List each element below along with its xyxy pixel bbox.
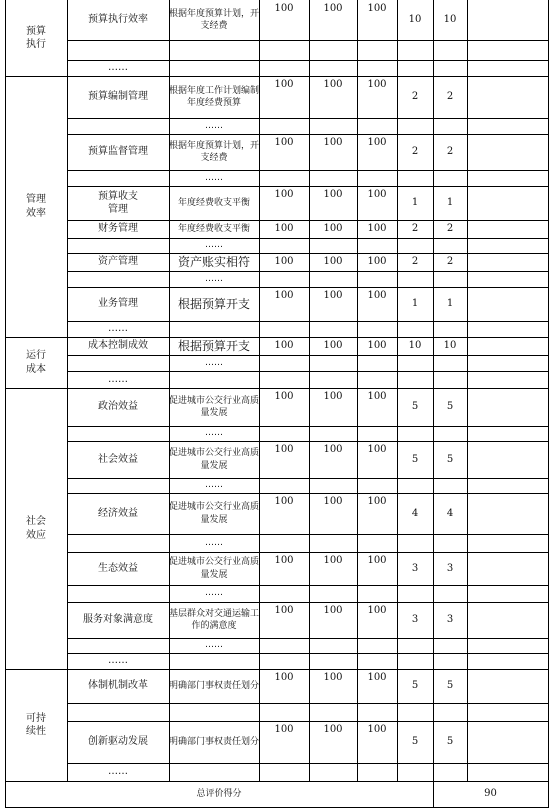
- target-cell: ……: [205, 480, 223, 491]
- score-cell: 1: [446, 197, 454, 209]
- score-cell: 5: [446, 736, 454, 748]
- indicator-cell: 预算监督管理: [88, 146, 148, 158]
- score-cell: 4: [446, 507, 454, 519]
- actual-value-cell: [357, 536, 397, 552]
- full-score-cell: [259, 273, 309, 287]
- score-cell: [433, 534, 467, 552]
- target-cell: ……: [205, 640, 223, 651]
- score-cell: 5: [446, 401, 454, 413]
- target-cell: [169, 371, 259, 388]
- score-cell: [433, 638, 467, 653]
- index-value-cell: [309, 536, 357, 552]
- full-score-cell: 100: [274, 444, 294, 455]
- full-score-cell: 100: [274, 605, 294, 616]
- weight-cell: 2: [411, 91, 419, 103]
- full-score-cell: [259, 655, 309, 669]
- index-value-cell: [309, 480, 357, 493]
- full-score-cell: 100: [274, 555, 294, 566]
- score-cell: 1: [446, 298, 454, 310]
- target-cell: 明确部门事权责任划分: [169, 680, 259, 691]
- indicator-cell: 社会效益: [98, 453, 138, 465]
- target-cell: [169, 60, 259, 76]
- table-border-bottom: [5, 807, 549, 808]
- target-cell: ……: [205, 357, 223, 368]
- category-label: 预算 执行: [26, 25, 46, 50]
- full-score-cell: 100: [274, 189, 294, 200]
- index-value-cell: [309, 357, 357, 371]
- weight-cell: 5: [411, 401, 419, 413]
- actual-value-cell: 100: [367, 256, 387, 267]
- actual-value-cell: 100: [367, 340, 387, 351]
- indicator-cell: [67, 638, 169, 653]
- full-score-cell: 100: [274, 137, 294, 148]
- full-score-cell: [259, 357, 309, 371]
- index-value-cell: [309, 172, 357, 186]
- index-value-cell: 100: [323, 290, 343, 301]
- indicator-cell: 生态效益: [98, 562, 138, 574]
- weight-cell: [397, 763, 433, 781]
- target-cell: ……: [205, 172, 223, 183]
- weight-cell: 3: [411, 562, 419, 574]
- indicator-cell: ……: [108, 62, 128, 74]
- target-cell: 资产账实相符: [177, 254, 250, 269]
- score-cell: [433, 238, 467, 253]
- indicator-cell: [67, 170, 169, 186]
- actual-value-cell: 100: [367, 189, 387, 200]
- table-border-right: [548, 0, 549, 808]
- indicator-cell: 成本控制成效: [88, 340, 148, 352]
- category-label: 管理 效率: [26, 194, 46, 219]
- actual-value-cell: [357, 373, 397, 388]
- index-value-cell: 100: [323, 672, 343, 683]
- full-score-cell: [259, 120, 309, 134]
- score-cell: 2: [446, 223, 454, 235]
- full-score-cell: [259, 705, 309, 721]
- indicator-cell: ……: [108, 323, 128, 335]
- indicator-cell: [67, 271, 169, 287]
- score-cell: 3: [446, 614, 454, 626]
- weight-cell: [397, 371, 433, 388]
- total-value: 90: [484, 788, 497, 800]
- indicator-cell: 业务管理: [98, 298, 138, 310]
- indicator-cell: 创新驱动发展: [88, 736, 148, 748]
- weight-cell: [397, 638, 433, 653]
- actual-value-cell: [357, 357, 397, 371]
- actual-value-cell: [357, 240, 397, 253]
- score-cell: 2: [446, 146, 454, 158]
- indicator-cell: 政治效益: [98, 401, 138, 413]
- target-cell: ……: [205, 273, 223, 284]
- indicator-cell: 预算收支 管理: [98, 190, 138, 215]
- target-cell: 年度经费收支平衡: [177, 223, 250, 234]
- full-score-cell: 100: [274, 724, 294, 735]
- actual-value-cell: [357, 587, 397, 602]
- weight-cell: [397, 170, 433, 186]
- score-cell: [433, 703, 467, 721]
- actual-value-cell: [357, 705, 397, 721]
- index-value-cell: [309, 705, 357, 721]
- weight-cell: 10: [408, 14, 422, 26]
- target-cell: 基层群众对交通运输工作的满意度: [169, 608, 259, 631]
- weight-cell: 2: [411, 256, 419, 268]
- weight-cell: [397, 271, 433, 287]
- indicator-cell: 预算执行效率: [88, 14, 148, 26]
- index-value-cell: [309, 120, 357, 134]
- weight-cell: [397, 60, 433, 76]
- indicator-cell: [67, 585, 169, 602]
- actual-value-cell: [357, 480, 397, 493]
- score-cell: [433, 585, 467, 602]
- index-value-cell: 100: [323, 79, 343, 90]
- index-value-cell: 100: [323, 340, 343, 351]
- score-cell: [433, 426, 467, 441]
- weight-cell: 10: [408, 340, 422, 352]
- target-cell: ……: [205, 240, 223, 251]
- full-score-cell: [259, 373, 309, 388]
- indicator-cell: 财务管理: [98, 223, 138, 235]
- full-score-cell: 100: [274, 672, 294, 683]
- weight-cell: 2: [411, 223, 419, 235]
- actual-value-cell: [357, 323, 397, 337]
- full-score-cell: [259, 480, 309, 493]
- indicator-cell: 资产管理: [98, 256, 138, 268]
- weight-cell: [397, 118, 433, 134]
- target-cell: 根据预算开支: [177, 338, 250, 353]
- weight-cell: [397, 40, 433, 60]
- target-cell: 根据年度预算计划，开支经费: [169, 8, 259, 31]
- weight-cell: [397, 355, 433, 371]
- score-cell: 3: [446, 562, 454, 574]
- target-cell: 明确部门事权责任划分: [169, 736, 259, 747]
- target-cell: ……: [205, 588, 223, 599]
- index-value-cell: 100: [323, 391, 343, 402]
- category-label: 运行 成本: [26, 350, 46, 375]
- actual-value-cell: 100: [367, 391, 387, 402]
- score-cell: [433, 60, 467, 76]
- score-cell: 5: [446, 680, 454, 692]
- score-cell: [433, 118, 467, 134]
- actual-value-cell: 100: [367, 496, 387, 507]
- weight-cell: 1: [411, 298, 419, 310]
- score-cell: 5: [446, 453, 454, 465]
- score-cell: [433, 40, 467, 60]
- full-score-cell: 100: [274, 223, 294, 234]
- actual-value-cell: 100: [367, 724, 387, 735]
- weight-cell: 5: [411, 736, 419, 748]
- full-score-cell: 100: [274, 391, 294, 402]
- actual-value-cell: [357, 273, 397, 287]
- full-score-cell: [259, 323, 309, 337]
- indicator-cell: 预算编制管理: [88, 91, 148, 103]
- category-label: 可持 续性: [26, 712, 46, 737]
- weight-cell: [397, 238, 433, 253]
- index-value-cell: [309, 273, 357, 287]
- indicator-cell: [67, 40, 169, 60]
- index-value-cell: [309, 240, 357, 253]
- actual-value-cell: 100: [367, 444, 387, 455]
- full-score-cell: 100: [274, 79, 294, 90]
- actual-value-cell: 100: [367, 290, 387, 301]
- score-cell: [433, 321, 467, 337]
- indicator-cell: 经济效益: [98, 507, 138, 519]
- full-score-cell: 100: [274, 3, 294, 14]
- actual-value-cell: 100: [367, 223, 387, 234]
- index-value-cell: 100: [323, 605, 343, 616]
- score-cell: 2: [446, 91, 454, 103]
- full-score-cell: [259, 587, 309, 602]
- full-score-cell: [259, 536, 309, 552]
- index-value-cell: [309, 428, 357, 441]
- weight-cell: 3: [411, 614, 419, 626]
- weight-cell: [397, 426, 433, 441]
- weight-cell: [397, 703, 433, 721]
- score-cell: [433, 271, 467, 287]
- target-cell: ……: [205, 428, 223, 439]
- indicator-cell: [67, 355, 169, 371]
- target-cell: ……: [205, 120, 223, 131]
- index-value-cell: [309, 655, 357, 669]
- full-score-cell: [259, 428, 309, 441]
- indicator-cell: ……: [108, 766, 128, 778]
- actual-value-cell: 100: [367, 137, 387, 148]
- full-score-cell: 100: [274, 290, 294, 301]
- index-value-cell: 100: [323, 3, 343, 14]
- index-value-cell: 100: [323, 223, 343, 234]
- target-cell: 根据年度工作计划编制年度经费预算: [169, 85, 259, 108]
- actual-value-cell: 100: [367, 79, 387, 90]
- total-label: 总评价得分: [196, 788, 242, 799]
- weight-cell: [397, 478, 433, 493]
- indicator-cell: [67, 426, 169, 441]
- weight-cell: 5: [411, 453, 419, 465]
- actual-value-cell: [357, 655, 397, 669]
- indicator-cell: [67, 478, 169, 493]
- full-score-cell: [259, 172, 309, 186]
- full-score-cell: [259, 240, 309, 253]
- full-score-cell: 100: [274, 496, 294, 507]
- target-cell: 促进城市公交行业高质量发展: [169, 448, 259, 471]
- actual-value-cell: [357, 428, 397, 441]
- actual-value-cell: [357, 765, 397, 781]
- actual-value-cell: 100: [367, 605, 387, 616]
- score-cell: 2: [446, 256, 454, 268]
- indicator-cell: [67, 238, 169, 253]
- target-cell: 根据年度预算计划，开支经费: [169, 140, 259, 163]
- weight-cell: 4: [411, 507, 419, 519]
- score-cell: 10: [443, 14, 457, 26]
- actual-value-cell: [357, 120, 397, 134]
- score-cell: 10: [443, 340, 457, 352]
- indicator-cell: ……: [108, 655, 128, 667]
- index-value-cell: 100: [323, 189, 343, 200]
- weight-cell: 5: [411, 680, 419, 692]
- weight-cell: [397, 585, 433, 602]
- indicator-cell: 服务对象满意度: [83, 614, 153, 626]
- score-cell: [433, 653, 467, 669]
- target-cell: 促进城市公交行业高质量发展: [169, 557, 259, 580]
- target-cell: 促进城市公交行业高质量发展: [169, 502, 259, 525]
- actual-value-cell: [357, 42, 397, 60]
- indicator-cell: 体制机制改革: [88, 680, 148, 692]
- score-cell: [433, 355, 467, 371]
- category-label: 社会 效应: [26, 516, 46, 541]
- indicator-cell: [67, 118, 169, 134]
- index-value-cell: [309, 42, 357, 60]
- indicator-cell: [67, 703, 169, 721]
- score-cell: [433, 170, 467, 186]
- target-cell: ……: [205, 537, 223, 548]
- actual-value-cell: [357, 62, 397, 76]
- index-value-cell: [309, 323, 357, 337]
- full-score-cell: [259, 765, 309, 781]
- full-score-cell: [259, 62, 309, 76]
- index-value-cell: 100: [323, 444, 343, 455]
- weight-cell: [397, 321, 433, 337]
- score-cell: [433, 478, 467, 493]
- actual-value-cell: 100: [367, 3, 387, 14]
- index-value-cell: 100: [323, 724, 343, 735]
- weight-cell: 2: [411, 146, 419, 158]
- target-cell: 根据预算开支: [177, 296, 250, 311]
- index-value-cell: [309, 587, 357, 602]
- actual-value-cell: 100: [367, 672, 387, 683]
- index-value-cell: [309, 640, 357, 653]
- indicator-cell: [67, 534, 169, 552]
- target-cell: [169, 653, 259, 669]
- weight-cell: [397, 653, 433, 669]
- target-cell: 年度经费收支平衡: [177, 197, 250, 208]
- target-cell: [169, 321, 259, 337]
- indicator-cell: ……: [108, 373, 128, 385]
- actual-value-cell: 100: [367, 555, 387, 566]
- index-value-cell: 100: [323, 555, 343, 566]
- target-cell: [169, 763, 259, 781]
- full-score-cell: 100: [274, 340, 294, 351]
- actual-value-cell: [357, 172, 397, 186]
- target-cell: [169, 40, 259, 60]
- index-value-cell: 100: [323, 256, 343, 267]
- score-cell: [433, 371, 467, 388]
- weight-cell: [397, 534, 433, 552]
- score-cell: [433, 763, 467, 781]
- target-cell: [169, 703, 259, 721]
- actual-value-cell: [357, 640, 397, 653]
- full-score-cell: 100: [274, 256, 294, 267]
- full-score-cell: [259, 42, 309, 60]
- index-value-cell: [309, 373, 357, 388]
- index-value-cell: [309, 62, 357, 76]
- index-value-cell: 100: [323, 496, 343, 507]
- index-value-cell: 100: [323, 137, 343, 148]
- full-score-cell: [259, 640, 309, 653]
- target-cell: 促进城市公交行业高质量发展: [169, 395, 259, 418]
- index-value-cell: [309, 765, 357, 781]
- weight-cell: 1: [411, 197, 419, 209]
